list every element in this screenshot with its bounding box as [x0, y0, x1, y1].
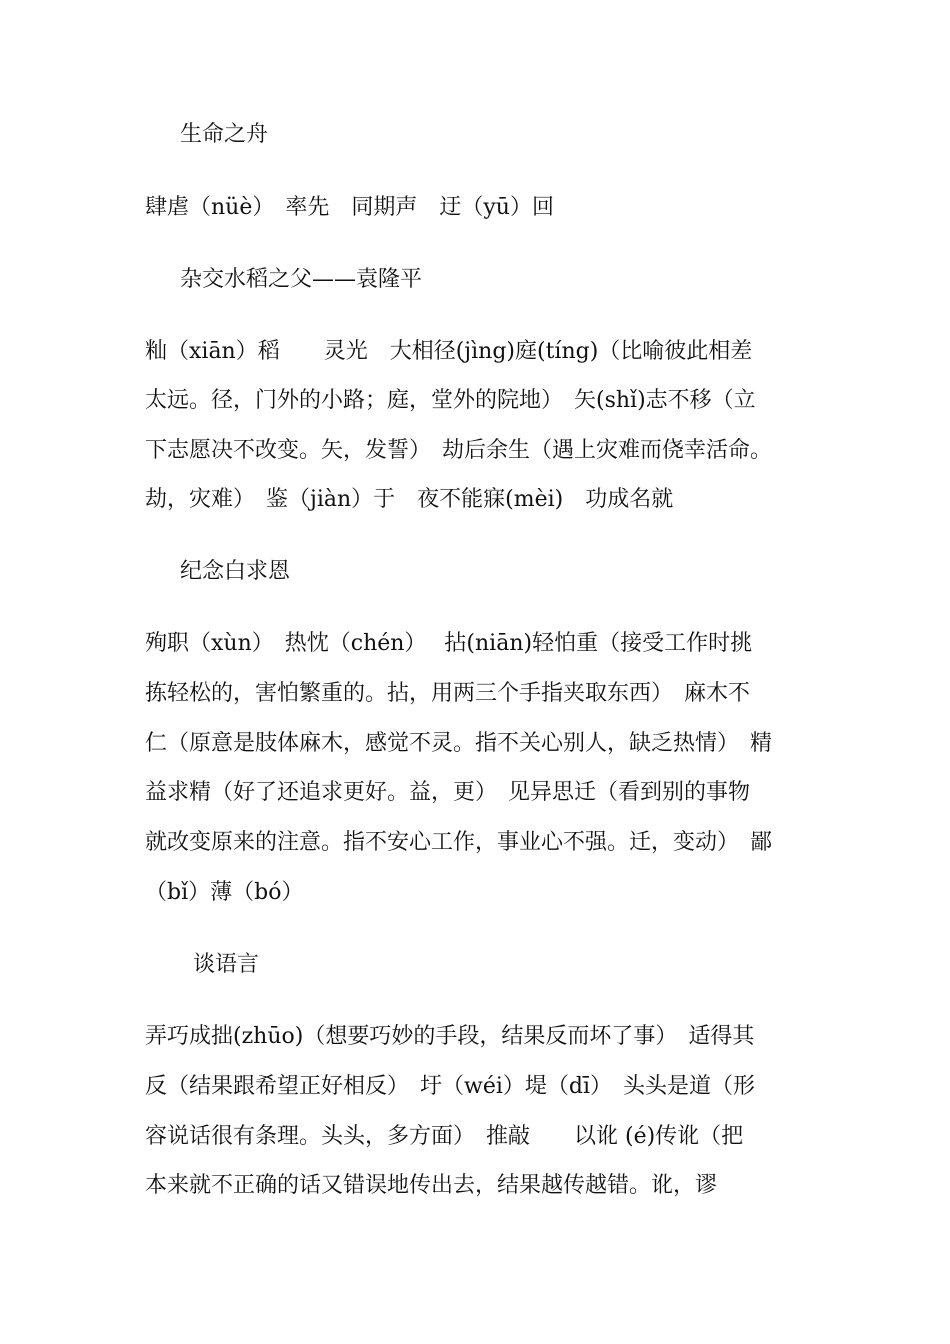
text-line: 太远。径，门外的小路；庭，堂外的院地） 矢(shǐ)志不移（立 — [145, 388, 756, 413]
text-line: 下志愿决不改变。矢，发誓） 劫后余生（遇上灾难而侥幸活命。 — [145, 438, 773, 463]
text-line: 本来就不正确的话又错误地传出去，结果越传越错。讹，谬 — [145, 1173, 718, 1198]
section-heading: 生命之舟 — [180, 122, 269, 147]
text-line: 就改变原来的注意。指不安心工作，事业心不强。迁，变动） 鄙 — [145, 830, 773, 855]
text-line: 殉职（xùn） 热忱（chén） 拈(niān)轻怕重（接受工作时挑 — [145, 631, 753, 656]
text-line: 劫，灾难） 鉴（jiàn）于 夜不能寐(mèi) 功成名就 — [145, 487, 674, 512]
text-line: 籼（xiān）稻 灵光 大相径(jìng)庭(tíng)（比喻彼此相差 — [145, 339, 753, 364]
text-line: 肆虐（nüè） 率先 同期声 迂（yū）回 — [145, 195, 554, 220]
text-line: 拣轻松的，害怕繁重的。拈，用两三个手指夹取东西） 麻木不 — [145, 681, 751, 706]
section-heading: 谈语言 — [193, 952, 260, 977]
text-line: 弄巧成拙(zhūo)（想要巧妙的手段，结果反而坏了事） 适得其 — [145, 1024, 755, 1049]
text-line: 益求精（好了还追求更好。益，更） 见异思迁（看到别的事物 — [145, 780, 751, 805]
section-heading: 纪念白求恩 — [180, 559, 291, 584]
text-line: 反（结果跟希望正好相反） 圩（wéi）堤（dī） 头头是道（形 — [145, 1074, 756, 1099]
section-heading: 杂交水稻之父——袁隆平 — [180, 267, 423, 292]
text-line: （bǐ）薄（bó） — [145, 880, 304, 905]
text-line: 容说话很有条理。头头，多方面） 推敲 以讹 (é)传讹（把 — [145, 1124, 744, 1149]
text-line: 仁（原意是肢体麻木，感觉不灵。指不关心别人，缺乏热情） 精 — [145, 731, 773, 756]
